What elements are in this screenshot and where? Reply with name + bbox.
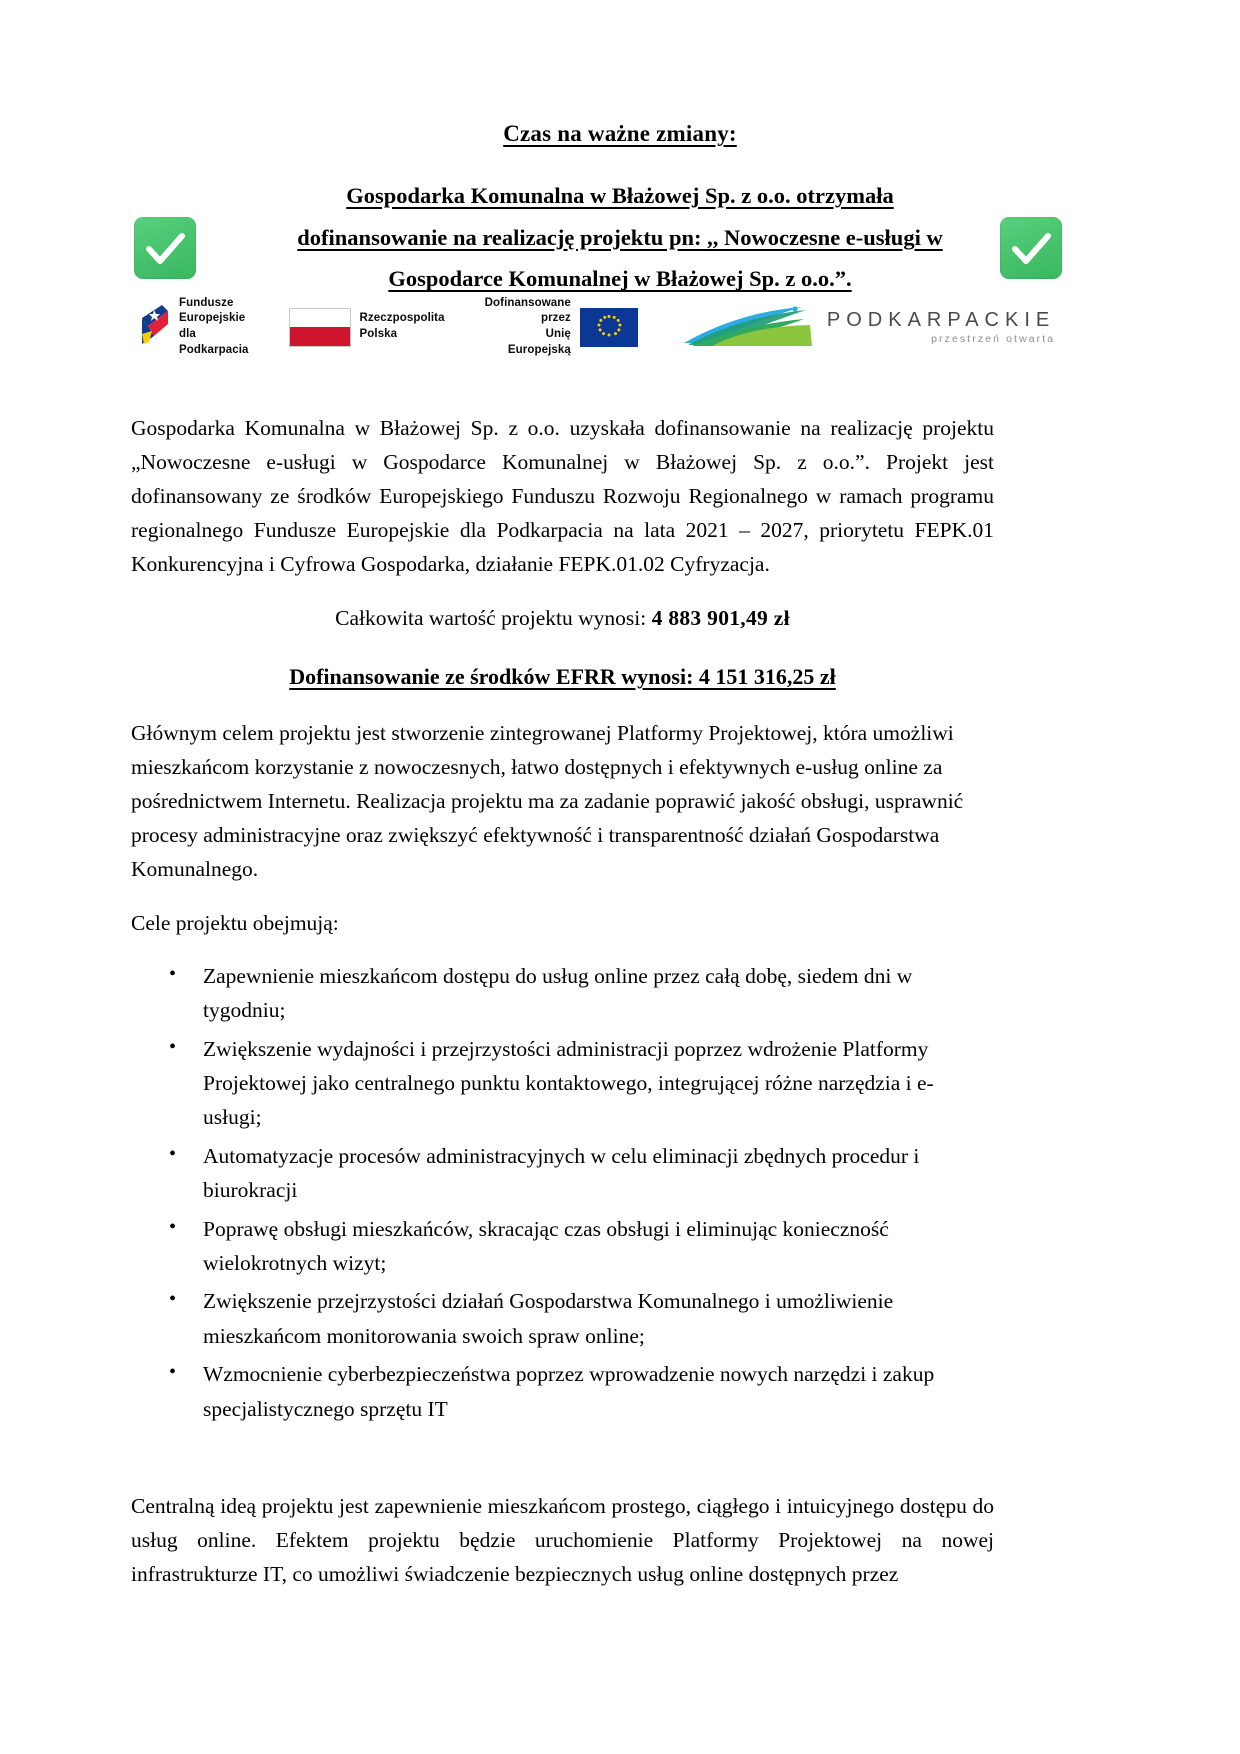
ue-line-1: Dofinansowane przez [484,296,571,325]
document-header [0,118,1240,300]
list-item: • Poprawę obsługi mieszkańców, skracając czas obsługi i eliminując konieczność wielokrotnych wizyt; [203,1212,994,1281]
ue-line-2: Unię Europejską [507,328,571,356]
list-item: • Zwiększenie przejrzystości działań Gospodarstwa Komunalnego i umożliwienie mieszkańcom monitorowania swoich spraw online; [203,1284,994,1353]
logo-rzeczpospolita-polska [289,308,445,347]
logo-dofinansowane-przez-ue [485,296,638,358]
total-value-line [131,602,994,634]
document-body [131,412,994,1592]
page-title-line-3: Gospodarce Komunalnej w Błażowej Sp. z o.o.”. [388,266,852,292]
logo-fundusze-europejskie [140,296,249,358]
podkarpackie-swoosh-icon [682,303,814,352]
intro-paragraph: Gospodarka Komunalna w Błażowej Sp. z o.o. uzyskała dofinansowanie na realizację projektu „Nowoczesne e-usługi w Gospodarce Komunalnej w Błażowej Sp. z o.o.”. Projekt jest dofinansowany ze środków Europejskiego Funduszu Rozwoju Regionalnego w ramach programu regionalnego Fundusze Europejskie dla Podkarpacia na lata 2021 – 2027, priorytetu FEPK.01 Konkurencyjna i Cyfrowa Gospodarka, działanie FEPK.01.02 Cyfryzacja. [131,416,994,576]
fundusze-europejskie-star-icon [140,304,170,351]
total-value-label: Całkowita wartość projektu wynosi: [335,605,647,630]
goals-intro: Cele projektu obejmują: [131,910,339,935]
title-row [0,175,1240,300]
fundusze-line-2: dla Podkarpacia [179,328,249,356]
list-item: • Zapewnienie mieszkańcom dostępu do usług online przez całą dobę, siedem dni w tygodniu; [203,959,994,1028]
logo-ue-label [485,296,571,358]
rzeczpospolita-line-1: Rzeczpospolita [359,312,445,325]
check-mark-badge-right [1000,217,1062,279]
logo-rzeczpospolita-label [360,311,445,342]
fundusze-line-1: Fundusze Europejskie [179,296,246,325]
page-title-line-1: Gospodarka Komunalna w Błażowej Sp. z o.o. otrzymała [346,183,894,209]
eu-flag-icon [580,308,638,347]
page-kicker: Czas na ważne zmiany: [503,121,737,146]
podkarpackie-name: PODKARPACKIE [826,308,1056,331]
list-item: • Automatyzacje procesów administracyjnych w celu eliminacji zbędnych procedur i biurokracji [203,1139,994,1208]
page-title [230,175,1010,300]
check-mark-badge-left [134,217,196,279]
logo-podkarpackie [682,303,1055,352]
funding-logo-strip [140,296,1056,358]
rzeczpospolita-line-2: Polska [359,328,398,340]
closing-paragraph: Centralną ideą projektu jest zapewnienie mieszkańcom prostego, ciągłego i intuicyjnego dostępu do usług online. Efektem projektu będzie uruchomienie Platformy Projektowej na nowej infrastrukturze IT, co umożliwi świadczenie bezpiecznych usług online dostępnych przez [131,1493,994,1586]
polish-flag-icon [289,308,351,347]
logo-fundusze-europejskie-label [179,296,249,358]
total-value-amount: 4 883 901,49 zł [651,605,790,630]
efrr-funding-line: Dofinansowanie ze środków EFRR wynosi: 4 151 316,25 zł [289,664,836,690]
goal-paragraph: Głównym celem projektu jest stworzenie zintegrowanej Platformy Projektowej, która umożliwi mieszkańcom korzystanie z nowoczesnych, łatwo dostępnych i efektywnych e-usług online za pośrednictwem Internetu. Realizacja projektu ma za zadanie poprawić jakość obsługi, usprawnić procesy administracyjne oraz zwiększyć efektywność i transparentność działań Gospodarstwa Komunalnego. [131,721,964,881]
podkarpackie-wordmark [827,309,1055,346]
page-title-line-2: dofinansowanie na realizację projektu pn: ,, Nowoczesne e-usługi w [297,224,943,250]
podkarpackie-tagline: przestrzeń otwarta [931,332,1056,345]
goals-list [131,959,994,1426]
list-item: • Zwiększenie wydajności i przejrzystości administracji poprzez wdrożenie Platformy Projektowej jako centralnego punktu kontaktowego, integrującej różne narzędzia i e-usługi; [203,1032,994,1135]
closing-section [131,1490,994,1592]
list-item: • Wzmocnienie cyberbezpieczeństwa poprzez wprowadzenie nowych narzędzi i zakup specjalistycznego sprzętu IT [203,1357,994,1426]
